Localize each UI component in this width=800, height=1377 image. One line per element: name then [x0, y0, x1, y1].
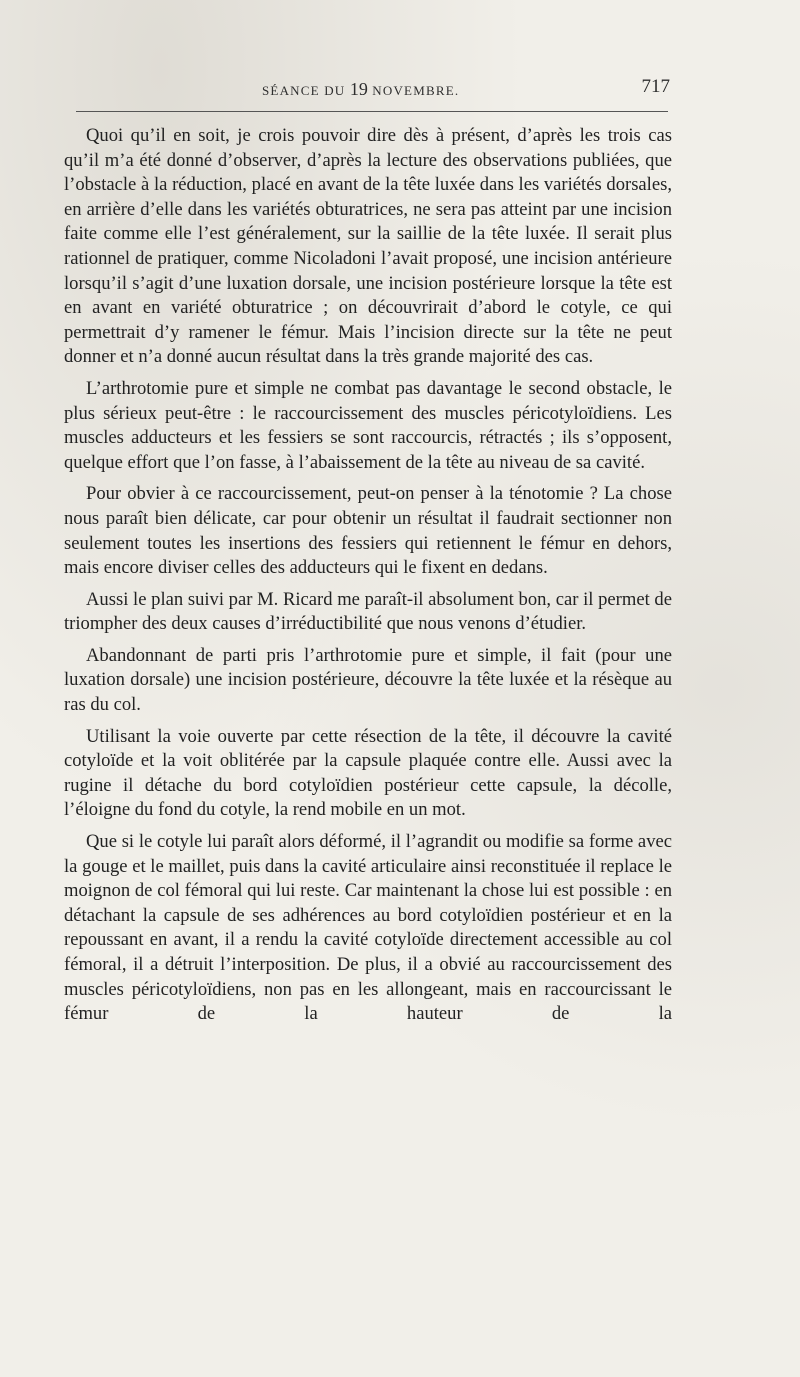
paragraph: Abandonnant de parti pris l’arthrotomie pure et simple, il fait (pour une luxation dorsale) une incision postérieure, découvre la tête luxée et la résèque au ras du col. — [64, 644, 672, 716]
paragraph: L’arthrotomie pure et simple ne combat pas davantage le second obstacle, le plus sérieux peut-être : le raccourcissement des muscles péricotyloïdiens. Les muscles adducteurs et les fessiers se sont raccourcis, rétractés ; ils s’opposent, quelque effort que l’on fasse, à l’abaissement de la tête au niveau de sa cavité. — [64, 377, 672, 473]
header-rule — [76, 111, 668, 112]
running-head — [64, 76, 670, 98]
paragraph: Aussi le plan suivi par M. Ricard me paraît-il absolument bon, car il permet de triompher des deux causes d’irréductibilité que nous venons d’étudier. — [64, 588, 672, 635]
paragraph: Que si le cotyle lui paraît alors déformé, il l’agrandit ou modifie sa forme avec la gouge et le maillet, puis dans la cavité articulaire ainsi reconstituée il replace le moignon de col fémoral qui lui reste. Car maintenant la chose lui est possible : en détachant la capsule de ses adhérences au bord cotyloïdien postérieur et en la repoussant en avant, il a rendu la cavité cotyloïde directement accessible au col fémoral, il a détruit l’interposition. De plus, il a obvié au raccourcissement des muscles péricotyloïdiens, non pas en les allongeant, mais en raccourcissant le fémur de la hauteur de la — [64, 831, 672, 1025]
running-title-day: 19 — [349, 79, 368, 99]
running-title — [262, 79, 459, 100]
paragraph: Quoi qu’il en soit, je crois pouvoir dire dès à présent, d’après les trois cas qu’il m’a été donné d’observer, d’après la lecture des observations publiées, que l’obstacle à la réduction, placé en avant de la tête luxée dans les variétés dorsales, en arrière d’elle dans les variétés obturatrices, ne sera pas atteint par une incision faite comme elle l’est généralement, sur la saillie de la tête luxée. Il serait plus rationnel de pratiquer, comme Nicoladoni l’avait proposé, une incision antérieure lorsqu’il s’agit d’une luxation dorsale, une incision postérieure lorsque la tête est en avant en variété obturatrice ; on découvrirait d’abord le cotyle, ce qui permettrait d’y ramener le fémur. Mais l’incision directe sur la tête ne peut donner et n’a donné aucun résultat dans la très grande majorité des cas. — [64, 125, 672, 368]
body-text — [64, 124, 672, 1034]
paragraph: Utilisant la voie ouverte par cette résection de la tête, il découvre la cavité cotyloïde et la voit oblitérée par la capsule plaquée contre elle. Aussi avec la rugine il détache du bord cotyloïdien postérieur cette capsule, la décolle, l’éloigne du fond du cotyle, la rend mobile en un mot. — [64, 725, 672, 821]
running-title-label: SÉANCE DU — [262, 83, 346, 98]
page-number: 717 — [641, 76, 670, 97]
paragraph: Pour obvier à ce raccourcissement, peut-on penser à la ténotomie ? La chose nous paraît bien délicate, car pour obtenir un résultat il faudrait sectionner non seulement toutes les insertions des fessiers qui retiennent le fémur en dehors, mais encore diviser celles des adducteurs qui le fixent en dedans. — [64, 483, 672, 579]
running-title-month: NOVEMBRE. — [372, 83, 460, 98]
